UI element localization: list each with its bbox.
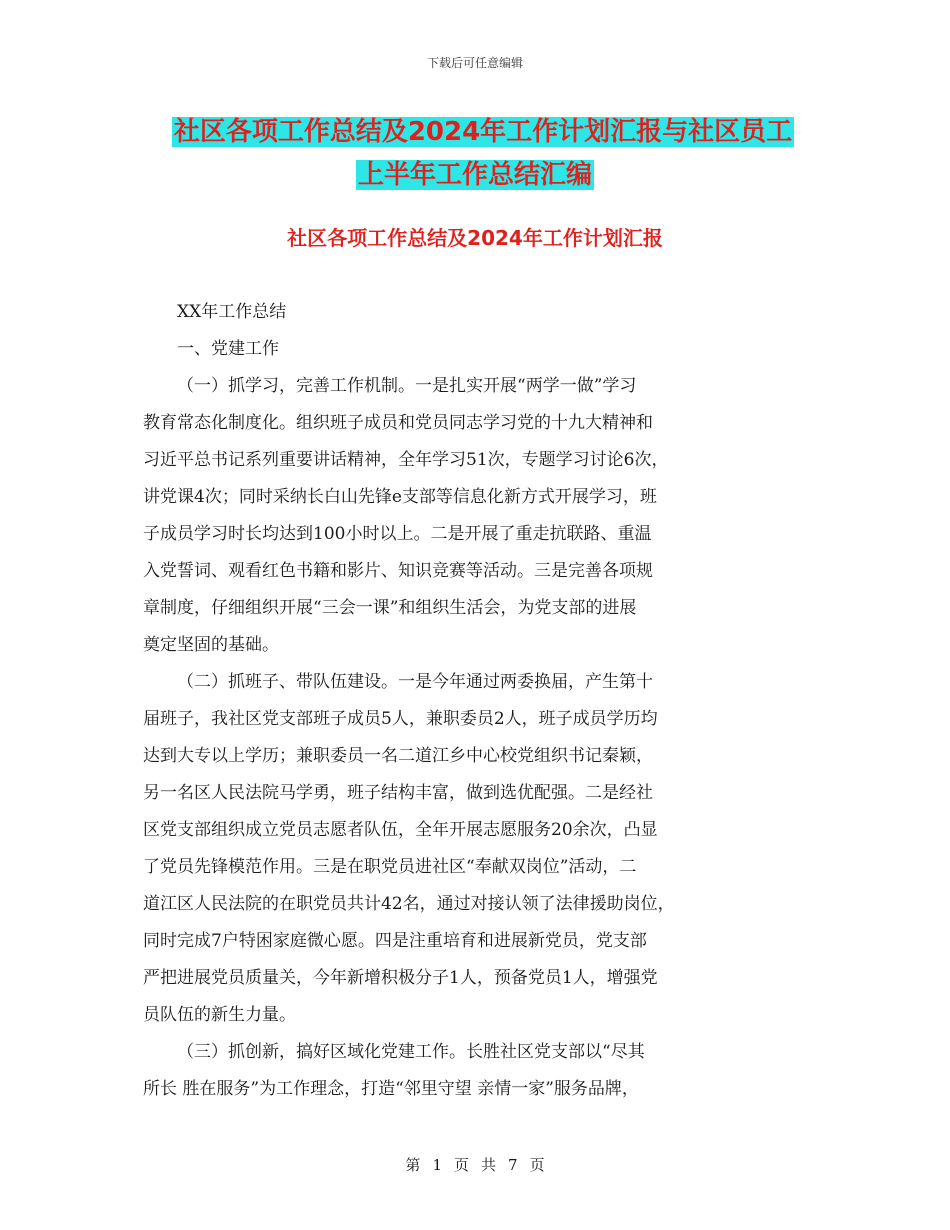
text-line: 达到大专以上学历；兼职委员一名二道江乡中心校党组织书记秦颖， (143, 746, 653, 766)
text-line: 道江区人民法院的在职党员共计42名，通过对接认领了法律援助岗位， (143, 894, 675, 914)
text-line: 了党员先锋模范作用。三是在职党员进社区“奉献双岗位”活动，二 (143, 857, 637, 877)
paragraph-innovation (143, 1034, 807, 1108)
text-line: 教育常态化制度化。组织班子成员和党员同志学习党的十九大精神和 (143, 413, 653, 433)
document-title-line-1 (8, 112, 950, 152)
title-line-1-text: 社区各项工作总结及2024年工作计划汇报与社区员工 (173, 117, 793, 147)
paragraph-year-summary: XX年工作总结 (177, 302, 287, 322)
text-line: （三）抓创新，搞好区域化党建工作。长胜社区党支部以“尽其 (177, 1042, 645, 1062)
footer-total-prefix: 共 (481, 1156, 497, 1174)
footer-suffix: 页 (529, 1156, 545, 1174)
footer-total-pages: 7 (508, 1156, 518, 1174)
document-body (143, 294, 807, 1108)
text-line: 区党支部组织成立党员志愿者队伍，全年开展志愿服务20余次，凸显 (143, 820, 658, 840)
text-line: 习近平总书记系列重要讲话精神，全年学习51次，专题学习讨论6次， (143, 450, 669, 470)
text-line: 另一名区人民法院马学勇，班子结构丰富，做到选优配强。二是经社 (143, 783, 653, 803)
text-line: 届班子，我社区党支部班子成员5人，兼职委员2人，班子成员学历均 (143, 709, 658, 729)
title-line-2-text: 上半年工作总结汇编 (357, 160, 592, 190)
section-title: 社区各项工作总结及2024年工作计划汇报 (287, 226, 663, 250)
text-line: 子成员学习时长均达到100小时以上。二是开展了重走抗联路、重温 (143, 524, 652, 544)
text-line: 员队伍的新生力量。 (143, 1005, 296, 1025)
footer-prefix: 第 (405, 1156, 421, 1174)
text-line: 章制度，仔细组织开展“三会一课”和组织生活会，为党支部的进展 (143, 598, 637, 618)
document-title-line-2 (0, 155, 950, 195)
heading-party-building: 一、党建工作 (177, 339, 279, 359)
text-line: 同时完成7户特困家庭微心愿。四是注重培育和进展新党员，党支部 (143, 931, 647, 951)
paragraph-team-building (143, 664, 807, 1034)
text-line: 奠定坚固的基础。 (143, 635, 279, 655)
text-line: 严把进展党员质量关，今年新增积极分子1人，预备党员1人，增强党 (143, 968, 658, 988)
text-line: （二）抓班子、带队伍建设。一是今年通过两委换届，产生第十 (177, 672, 653, 692)
header-note: 下载后可任意编辑 (426, 56, 523, 70)
text-line: （一）抓学习，完善工作机制。一是扎实开展“两学一做”学习 (177, 376, 637, 396)
page-footer (0, 1154, 950, 1175)
text-line: 入党誓词、观看红色书籍和影片、知识竞赛等活动。三是完善各项规 (143, 561, 653, 581)
text-line: 讲党课4次；同时采纳长白山先锋e支部等信息化新方式开展学习，班 (143, 487, 657, 507)
footer-page-number: 1 (432, 1156, 442, 1174)
text-line: 所长 胜在服务”为工作理念，打造“邻里守望 亲情一家”服务品牌， (143, 1079, 639, 1099)
paragraph-study (143, 368, 807, 664)
footer-page-label: 页 (453, 1156, 469, 1174)
